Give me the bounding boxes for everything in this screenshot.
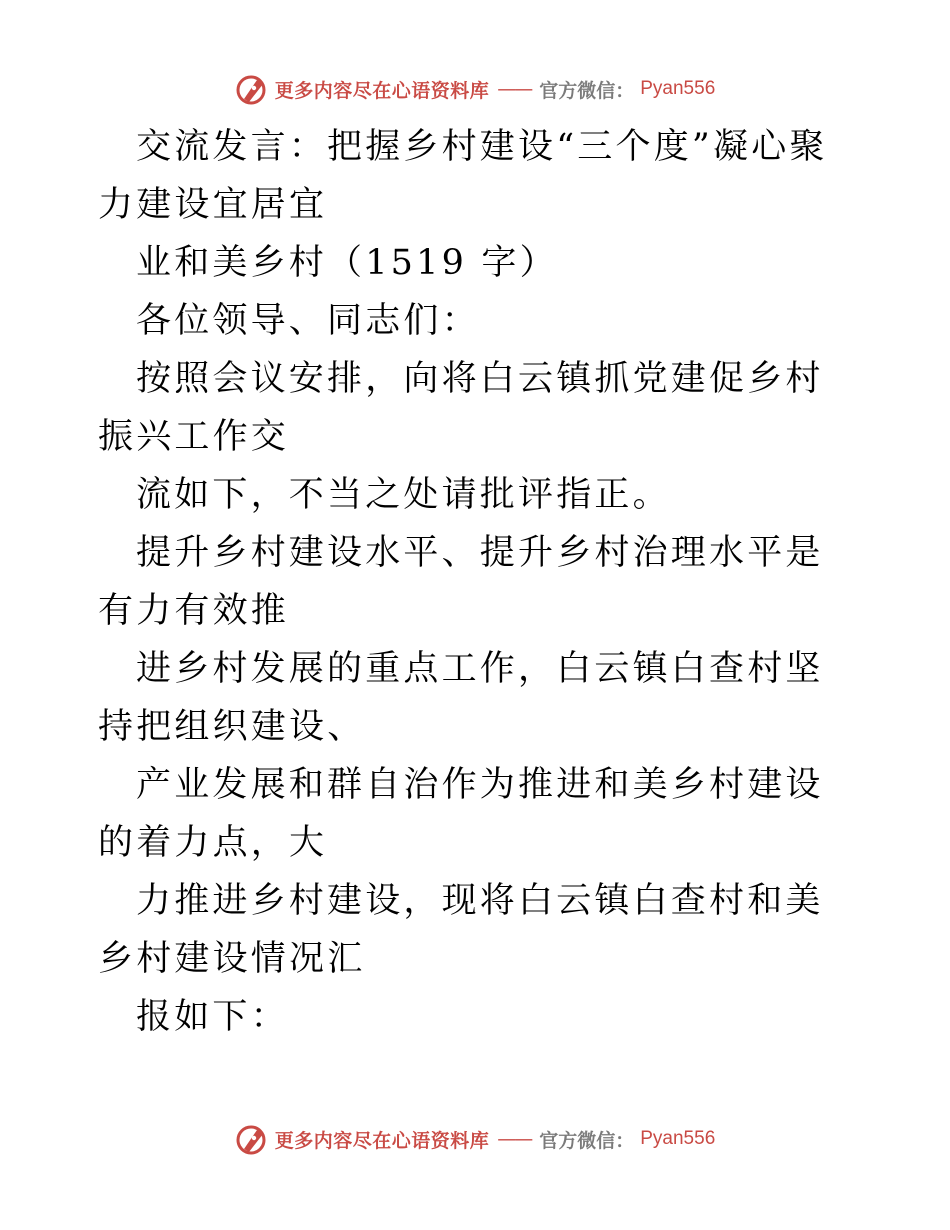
pen-nib-circle-icon [235, 72, 269, 106]
title-line-2: 业和美乡村（1519 字） [136, 243, 558, 283]
footer-watermark [0, 1122, 950, 1156]
salutation: 各位领导、同志们： [136, 301, 480, 341]
watermark-main-text: 更多内容尽在心语资料库 [274, 79, 490, 102]
watermark-dash: —— [497, 78, 532, 100]
paragraph-line: 报如下： [136, 997, 289, 1037]
paragraph-line: 流如下，不当之处请批评指正。 [136, 475, 671, 515]
paragraph-line: 力推进乡村建设，现将白云镇白查村和美乡村建设情况汇 [98, 881, 824, 979]
pen-nib-circle-icon [235, 1122, 269, 1156]
watermark-official-label: 官方微信： [539, 1129, 635, 1152]
document-body [98, 118, 854, 1046]
watermark-wechat-id: Pyan556 [640, 1128, 716, 1149]
header-watermark [0, 72, 950, 106]
watermark-dash: —— [497, 1128, 532, 1150]
paragraph-line: 按照会议安排，向将白云镇抓党建促乡村振兴工作交 [98, 359, 824, 457]
watermark-main-text: 更多内容尽在心语资料库 [274, 1129, 490, 1152]
watermark-official-label: 官方微信： [539, 79, 635, 102]
watermark-wechat-id: Pyan556 [640, 78, 716, 99]
title-line-1: 交流发言：把握乡村建设“三个度”凝心聚力建设宜居宜 [98, 127, 828, 225]
paragraph-line: 产业发展和群自治作为推进和美乡村建设的着力点，大 [98, 765, 824, 863]
paragraph-line: 进乡村发展的重点工作，白云镇白查村坚持把组织建设、 [98, 649, 824, 747]
paragraph-line: 提升乡村建设水平、提升乡村治理水平是有力有效推 [98, 533, 824, 631]
